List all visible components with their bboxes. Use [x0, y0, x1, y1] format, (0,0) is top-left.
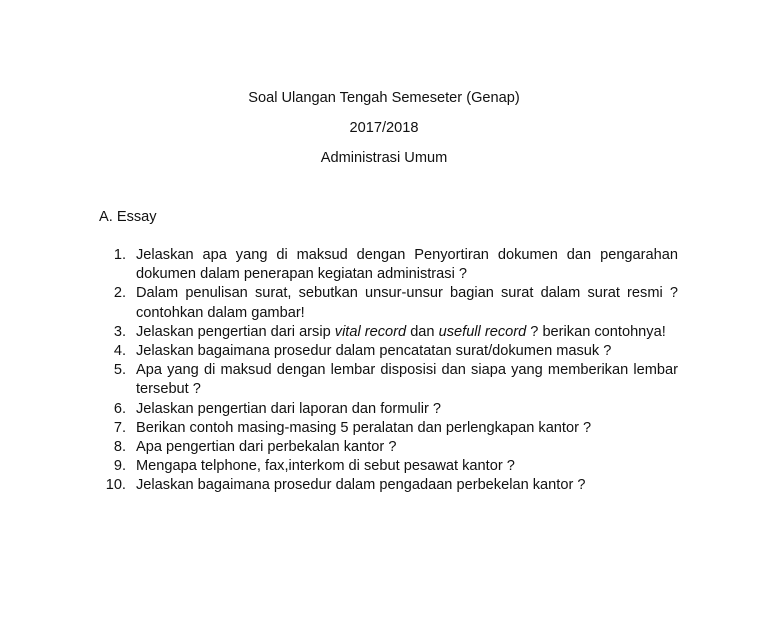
- question-text: Apa yang di maksud dengan lembar disposisi dan siapa yang memberikan lembar tersebut ?: [136, 362, 678, 398]
- question-item: [98, 476, 678, 495]
- document-subject: Administrasi Umum: [320, 150, 448, 166]
- question-text: Jelaskan bagaimana prosedur dalam pencatatan surat/dokumen masuk ?: [136, 343, 612, 360]
- question-number: 3.: [113, 323, 126, 340]
- question-text: Berikan contoh masing-masing 5 peralatan dan perlengkapan kantor ?: [136, 419, 592, 436]
- question-item: [98, 419, 678, 438]
- document-title: Soal Ulangan Tengah Semeseter (Genap): [248, 90, 520, 106]
- question-text-part: Jelaskan pengertian dari arsip: [136, 323, 335, 340]
- question-text: Jelaskan apa yang di maksud dengan Penyortiran dokumen dan pengarahan dokumen dalam penerapan kegiatan administrasi ?: [136, 247, 678, 283]
- question-number: 5.: [113, 362, 126, 379]
- question-item: [98, 284, 678, 322]
- question-number: 8.: [113, 439, 126, 456]
- question-item: [98, 438, 678, 457]
- question-text: Jelaskan pengertian dari laporan dan formulir ?: [136, 400, 442, 417]
- question-number: 1.: [113, 247, 126, 263]
- question-text-italic: vital record: [334, 323, 407, 340]
- question-item: [98, 457, 678, 476]
- question-number: 10.: [105, 477, 126, 494]
- question-number: 7.: [113, 419, 126, 436]
- section-title: A. Essay: [99, 209, 157, 225]
- question-text: Jelaskan bagaimana prosedur dalam pengadaan perbekelan kantor ?: [136, 477, 586, 494]
- question-item: [98, 246, 678, 284]
- question-text: Dalam penulisan surat, sebutkan unsur-unsur bagian surat dalam surat resmi ? contohkan dalam gambar!: [136, 285, 678, 321]
- question-text: Apa pengertian dari perbekalan kantor ?: [136, 439, 397, 456]
- question-text-part: dan: [406, 323, 439, 340]
- question-text-part: ? berikan contohnya!: [526, 323, 666, 340]
- question-text-italic: usefull record: [438, 323, 527, 340]
- document-year: 2017/2018: [349, 120, 419, 136]
- question-item: [98, 361, 678, 399]
- question-list: [98, 246, 678, 496]
- question-number: 6.: [113, 400, 126, 417]
- question-item: [98, 400, 678, 419]
- question-number: 9.: [113, 458, 126, 475]
- question-number: 4.: [113, 343, 126, 360]
- question-text: Mengapa telphone, fax,interkom di sebut pesawat kantor ?: [136, 458, 515, 475]
- question-number: 2.: [113, 285, 126, 302]
- question-item: [98, 342, 678, 361]
- question-text: [136, 323, 678, 342]
- question-item: [98, 323, 678, 342]
